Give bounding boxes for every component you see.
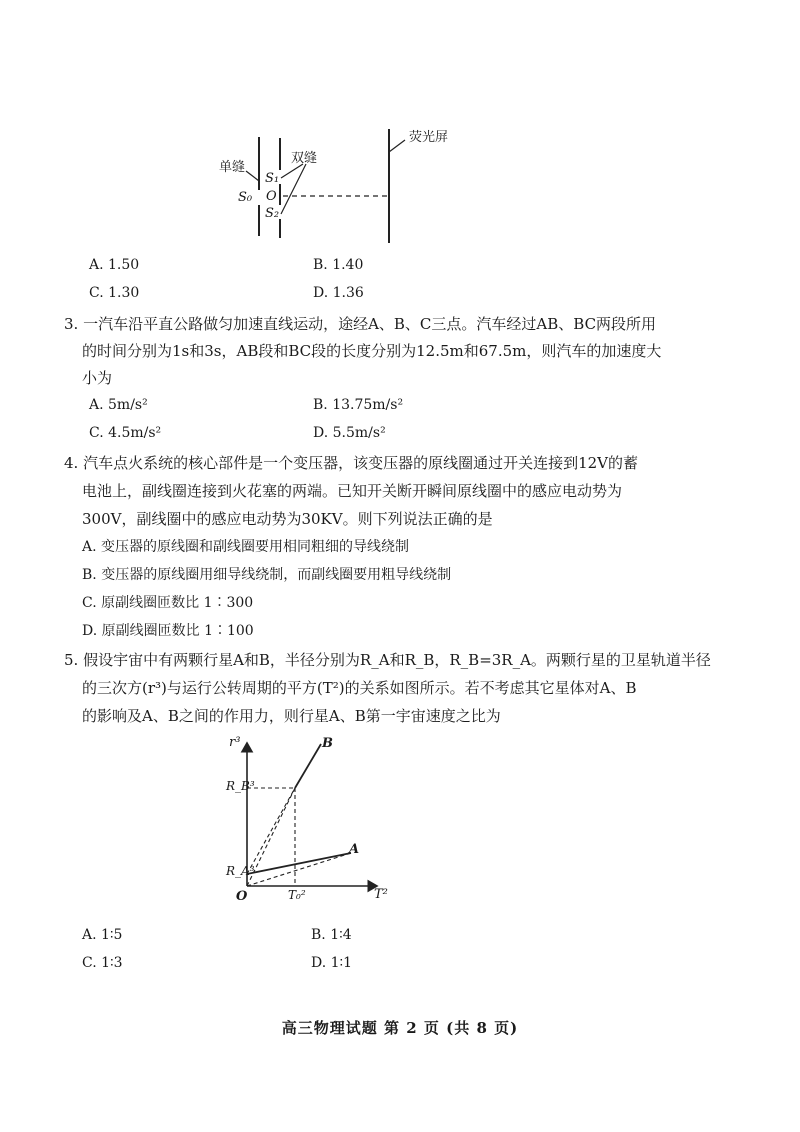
q5-stem-line-3: 的影响及A、B之间的作用力，则行星A、B第一宇宙速度之比为: [82, 707, 501, 725]
graph-t02-label: T₀²: [288, 888, 306, 902]
label-o: O: [266, 189, 277, 204]
dashed-b-extension: [247, 788, 295, 874]
q3-option-b[interactable]: B. 13.75m/s²: [313, 397, 404, 413]
graph-origin-label: O: [236, 889, 248, 904]
q2-option-c[interactable]: C. 1.30: [89, 285, 140, 301]
q2-option-a[interactable]: A. 1.50: [89, 257, 140, 273]
q3-option-c[interactable]: C. 4.5m/s²: [89, 425, 162, 441]
line-b-solid: [295, 744, 321, 788]
q3-stem-line-1: 3. 一汽车沿平直公路做匀加速直线运动，途经A、B、C三点。汽车经过AB、BC两段所用: [64, 315, 657, 333]
q4-option-d[interactable]: D. 原副线圈匝数比 1∶100: [82, 623, 254, 639]
label-single-slit: 单缝: [219, 160, 246, 175]
page-footer: 高三物理试题 第 2 页 (共 8 页): [281, 1019, 519, 1037]
q3-option-a[interactable]: A. 5m/s²: [89, 397, 148, 413]
q5-option-c[interactable]: C. 1∶3: [82, 955, 123, 971]
graph-line-b-label: B: [322, 736, 333, 751]
q2-option-b[interactable]: B. 1.40: [313, 257, 364, 273]
q4-option-a[interactable]: A. 变压器的原线圈和副线圈要用相同粗细的导线绕制: [82, 539, 410, 555]
graph-x-axis-label: T²: [374, 887, 388, 902]
dashed-origin-to-a: [247, 853, 351, 886]
q3-option-d[interactable]: D. 5.5m/s²: [313, 425, 386, 441]
q5-option-d[interactable]: D. 1∶1: [311, 955, 353, 971]
q2-option-d[interactable]: D. 1.36: [313, 285, 364, 301]
graph-ra3-label: R_A³: [226, 864, 255, 878]
q5-stem-line-1: 5. 假设宇宙中有两颗行星A和B，半径分别为R_A和R_B，R_B=3R_A。两颗行星的卫星轨道半径: [64, 651, 711, 669]
label-s2: S₂: [265, 206, 280, 221]
q4-option-c[interactable]: C. 原副线圈匝数比 1∶300: [82, 595, 254, 611]
q4-option-b[interactable]: B. 变压器的原线圈用细导线绕制，而副线圈要用粗导线绕制: [82, 567, 452, 583]
label-s1: S₁: [265, 171, 280, 186]
q5-stem-line-2: 的三次方(r³)与运行公转周期的平方(T²)的关系如图所示。若不考虑其它星体对A、B: [82, 679, 637, 697]
q4-stem-line-1: 4. 汽车点火系统的核心部件是一个变压器，该变压器的原线圈通过开关连接到12V的蓄: [64, 454, 639, 472]
label-double-slit: 双缝: [291, 151, 318, 166]
label-screen: 荧光屏: [409, 130, 449, 145]
q3-stem-line-2: 的时间分别为1s和3s，AB段和BC段的长度分别为12.5m和67.5m，则汽车的加速度大: [82, 342, 662, 360]
graph-rb3-label: R_B³: [226, 779, 255, 793]
label-s0: S₀: [238, 190, 253, 205]
q4-stem-line-3: 300V，副线圈中的感应电动势为30KV。则下列说法正确的是: [82, 510, 493, 528]
graph-y-axis-label: r³: [229, 735, 241, 750]
q5-option-a[interactable]: A. 1∶5: [82, 927, 123, 943]
q5-option-b[interactable]: B. 1∶4: [311, 927, 352, 943]
q4-stem-line-2: 电池上，副线圈连接到火花塞的两端。已知开关断开瞬间原线圈中的感应电动势为: [82, 482, 623, 500]
q3-stem-line-3: 小为: [82, 369, 113, 387]
line-a-solid: [247, 853, 351, 874]
graph-line-a-label: A: [349, 842, 360, 857]
